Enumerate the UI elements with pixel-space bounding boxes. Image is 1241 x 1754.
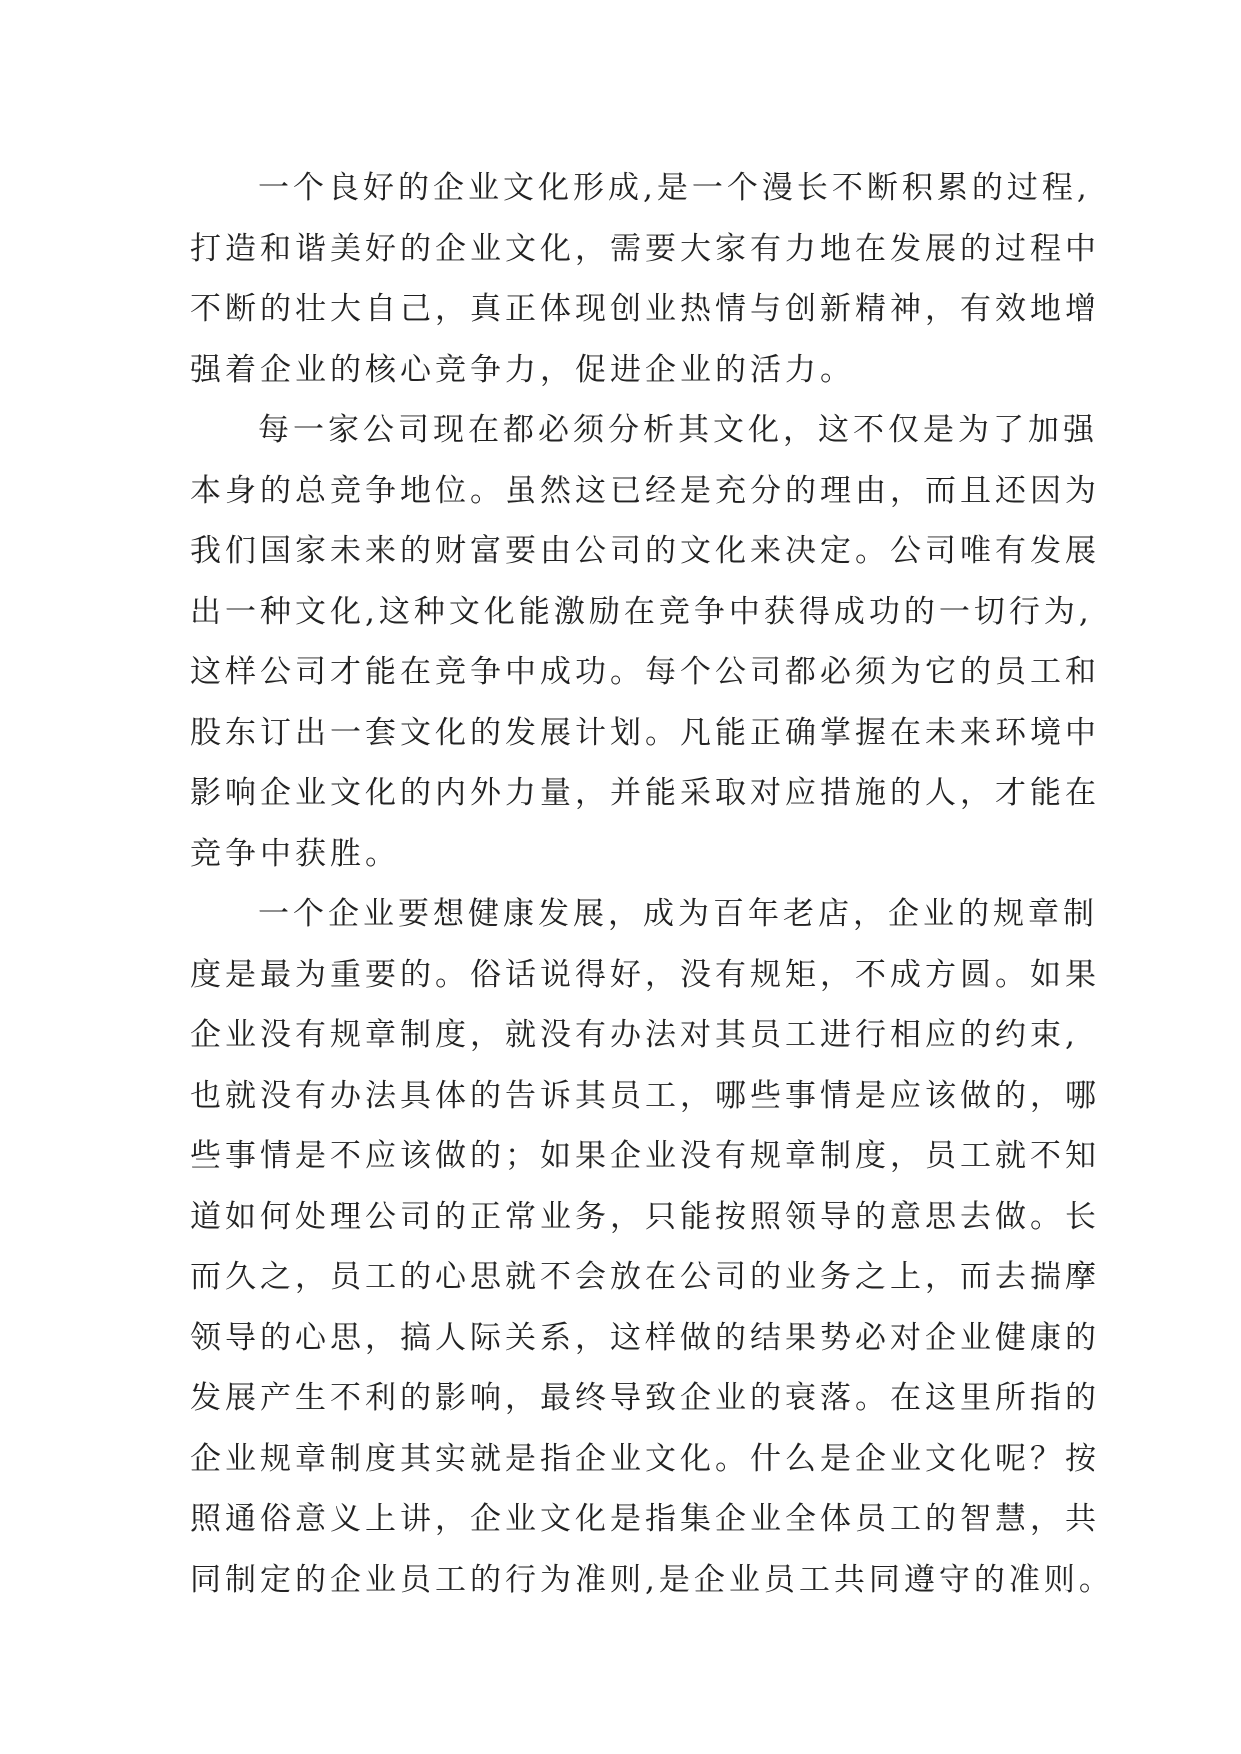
paragraph-line: 照通俗意义上讲，企业文化是指集企业全体员工的智慧，共: [190, 1501, 1100, 1537]
paragraph-line: 竞争中获胜。: [190, 835, 400, 872]
paragraph-line: 每一家公司现在都必须分析其文化，这不仅是为了加强: [258, 412, 1098, 448]
paragraph-line: 强着企业的核心竞争力，促进企业的活力。: [190, 351, 855, 388]
paragraph-line: 而久之，员工的心思就不会放在公司的业务之上，而去揣摩: [190, 1259, 1100, 1295]
paragraph-2: [190, 400, 1100, 884]
paragraph-line: 同制定的企业员工的行为准则,是企业员工共同遵守的准则。: [190, 1561, 1114, 1598]
paragraph-line: 企业规章制度其实就是指企业文化。什么是企业文化呢？按: [190, 1440, 1100, 1477]
paragraph-line: 道如何处理公司的正常业务，只能按照领导的意思去做。长: [190, 1198, 1100, 1235]
paragraph-1: [190, 158, 1100, 400]
paragraph-line: 本身的总竞争地位。虽然这已经是充分的理由，而且还因为: [190, 472, 1100, 509]
paragraph-line: 也就没有办法具体的告诉其员工，哪些事情是应该做的，哪: [190, 1077, 1100, 1114]
paragraph-3: [190, 884, 1114, 1610]
paragraph-line: 影响企业文化的内外力量，并能采取对应措施的人，才能在: [190, 775, 1100, 811]
paragraph-line: 这样公司才能在竞争中成功。每个公司都必须为它的员工和: [190, 654, 1100, 690]
paragraph-line: 些事情是不应该做的；如果企业没有规章制度，员工就不知: [190, 1138, 1100, 1174]
paragraph-line: 不断的壮大自己，真正体现创业热情与创新精神，有效地增: [190, 291, 1100, 327]
paragraph-line: 出一种文化,这种文化能激励在竞争中获得成功的一切行为,: [190, 593, 1093, 630]
paragraph-line: 领导的心思，搞人际关系，这样做的结果势必对企业健康的: [190, 1319, 1100, 1356]
paragraph-line: 股东订出一套文化的发展计划。凡能正确掌握在未来环境中: [190, 714, 1100, 751]
paragraph-line: 企业没有规章制度，就没有办法对其员工进行相应的约束,: [190, 1017, 1079, 1053]
body-text: [190, 158, 1114, 1610]
paragraph-line: 发展产生不利的影响，最终导致企业的衰落。在这里所指的: [190, 1380, 1100, 1416]
paragraph-line: 度是最为重要的。俗话说得好，没有规矩，不成方圆。如果: [190, 956, 1100, 993]
paragraph-line: 一个良好的企业文化形成,是一个漫长不断积累的过程,: [258, 170, 1091, 206]
paragraph-line: 一个企业要想健康发展，成为百年老店，企业的规章制: [258, 896, 1098, 932]
paragraph-line: 打造和谐美好的企业文化，需要大家有力地在发展的过程中: [190, 230, 1100, 267]
paragraph-line: 我们国家未来的财富要由公司的文化来决定。公司唯有发展: [190, 533, 1100, 569]
